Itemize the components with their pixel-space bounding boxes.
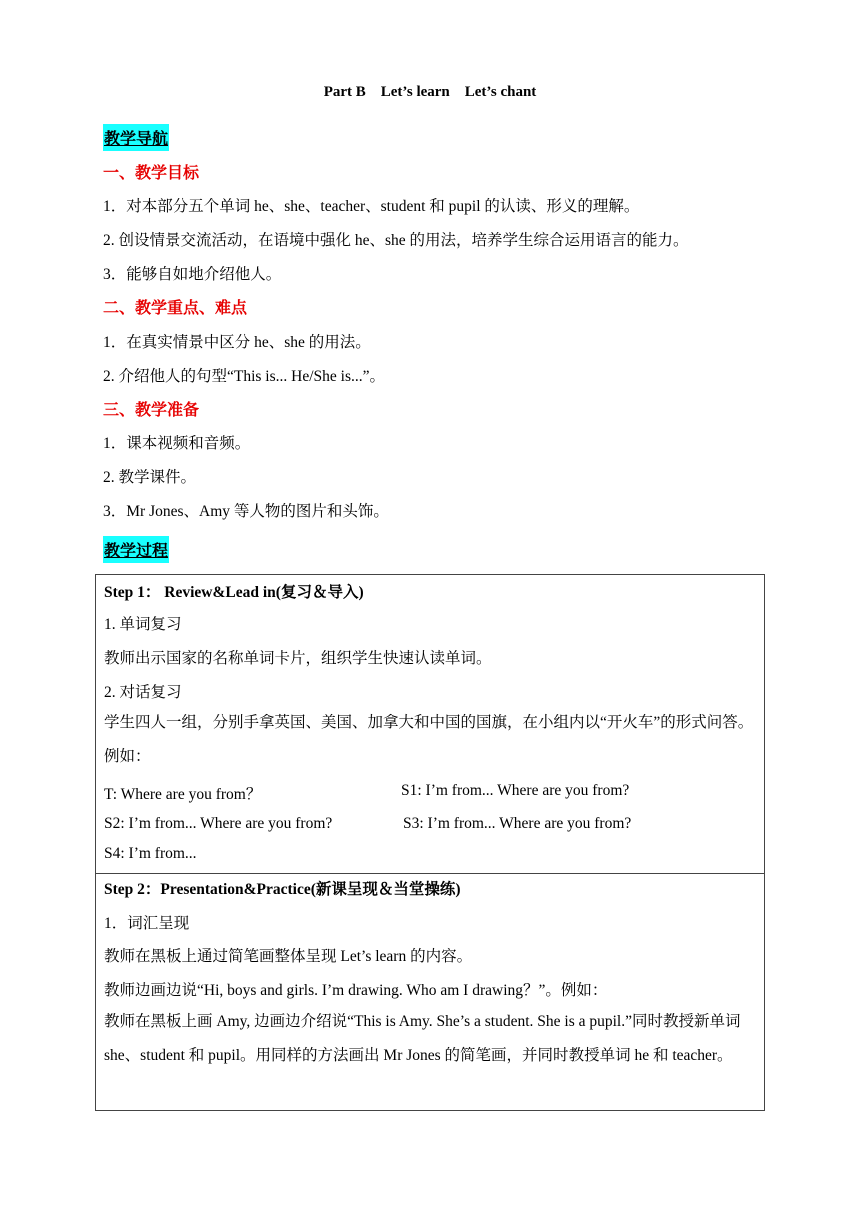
process-heading: 教学过程 [103,536,169,563]
step2-title: Step 2：Presentation&Practice(新课呈现＆当堂操练) [104,881,461,898]
preparation-item: 3．Mr Jones、Amy 等人物的图片和头饰。 [103,503,389,520]
step1-text1: 教师出示国家的名称单词卡片，组织学生快速认读单词。 [104,650,492,667]
objective-item: 1．对本部分五个单词 he、she、teacher、student 和 pupil 的认读、形义的理解。 [103,198,640,215]
preparation-item: 2. 教学课件。 [103,469,197,486]
step2-paragraph: 教师在黑板上画 Amy, 边画边介绍说“This is Amy. She’s a student. She is a pupil.”同时教授新单词 she、student 和 pupil。用同样的方法画出 Mr Jones 的简笔画，并同时教授单词 he 和 teacher。 [104,1013,741,1064]
dialog-t: T: Where are you from？ [104,786,262,803]
objective-item: 3．能够自如地介绍他人。 [103,266,282,283]
nav-heading: 教学导航 [103,124,169,151]
steps-table [95,574,765,1111]
step1-sub2: 2. 对话复习 [104,684,182,701]
page-title: Part B Let’s learn Let’s chant [323,84,537,100]
dialog-s1: S1: I’m from... Where are you from? [401,782,630,799]
section-keypoints-heading: 二、教学重点、难点 [103,300,248,317]
section-preparation-heading: 三、教学准备 [103,402,200,419]
keypoint-item: 1．在真实情景中区分 he、she 的用法。 [103,334,371,351]
dialog-s3: S3: I’m from... Where are you from? [403,815,632,832]
preparation-item: 1．课本视频和音频。 [103,435,251,452]
row-divider [96,873,764,874]
step1-title: Step 1： Review&Lead in(复习＆导入) [104,584,364,601]
step1-text2: 学生四人一组，分别手拿英国、美国、加拿大和中国的国旗，在小组内以“开火车”的形式问答。例如： [104,714,754,765]
step2-sub1: 1．词汇呈现 [104,915,190,932]
step2-line2: 教师边画边说“Hi, boys and girls. I’m drawing. Who am I drawing？”。例如： [104,982,608,999]
dialog-s2: S2: I’m from... Where are you from? [104,815,333,832]
objective-item: 2. 创设情景交流活动，在语境中强化 he、she 的用法，培养学生综合运用语言的能力。 [103,232,689,249]
dialog-s4: S4: I’m from... [104,845,197,862]
step2-line1: 教师在黑板上通过简笔画整体呈现 Let’s learn 的内容。 [104,948,473,965]
step1-sub1: 1. 单词复习 [104,616,182,633]
keypoint-item: 2. 介绍他人的句型“This is... He/She is...”。 [103,368,385,385]
section-objectives-heading: 一、教学目标 [103,165,200,182]
